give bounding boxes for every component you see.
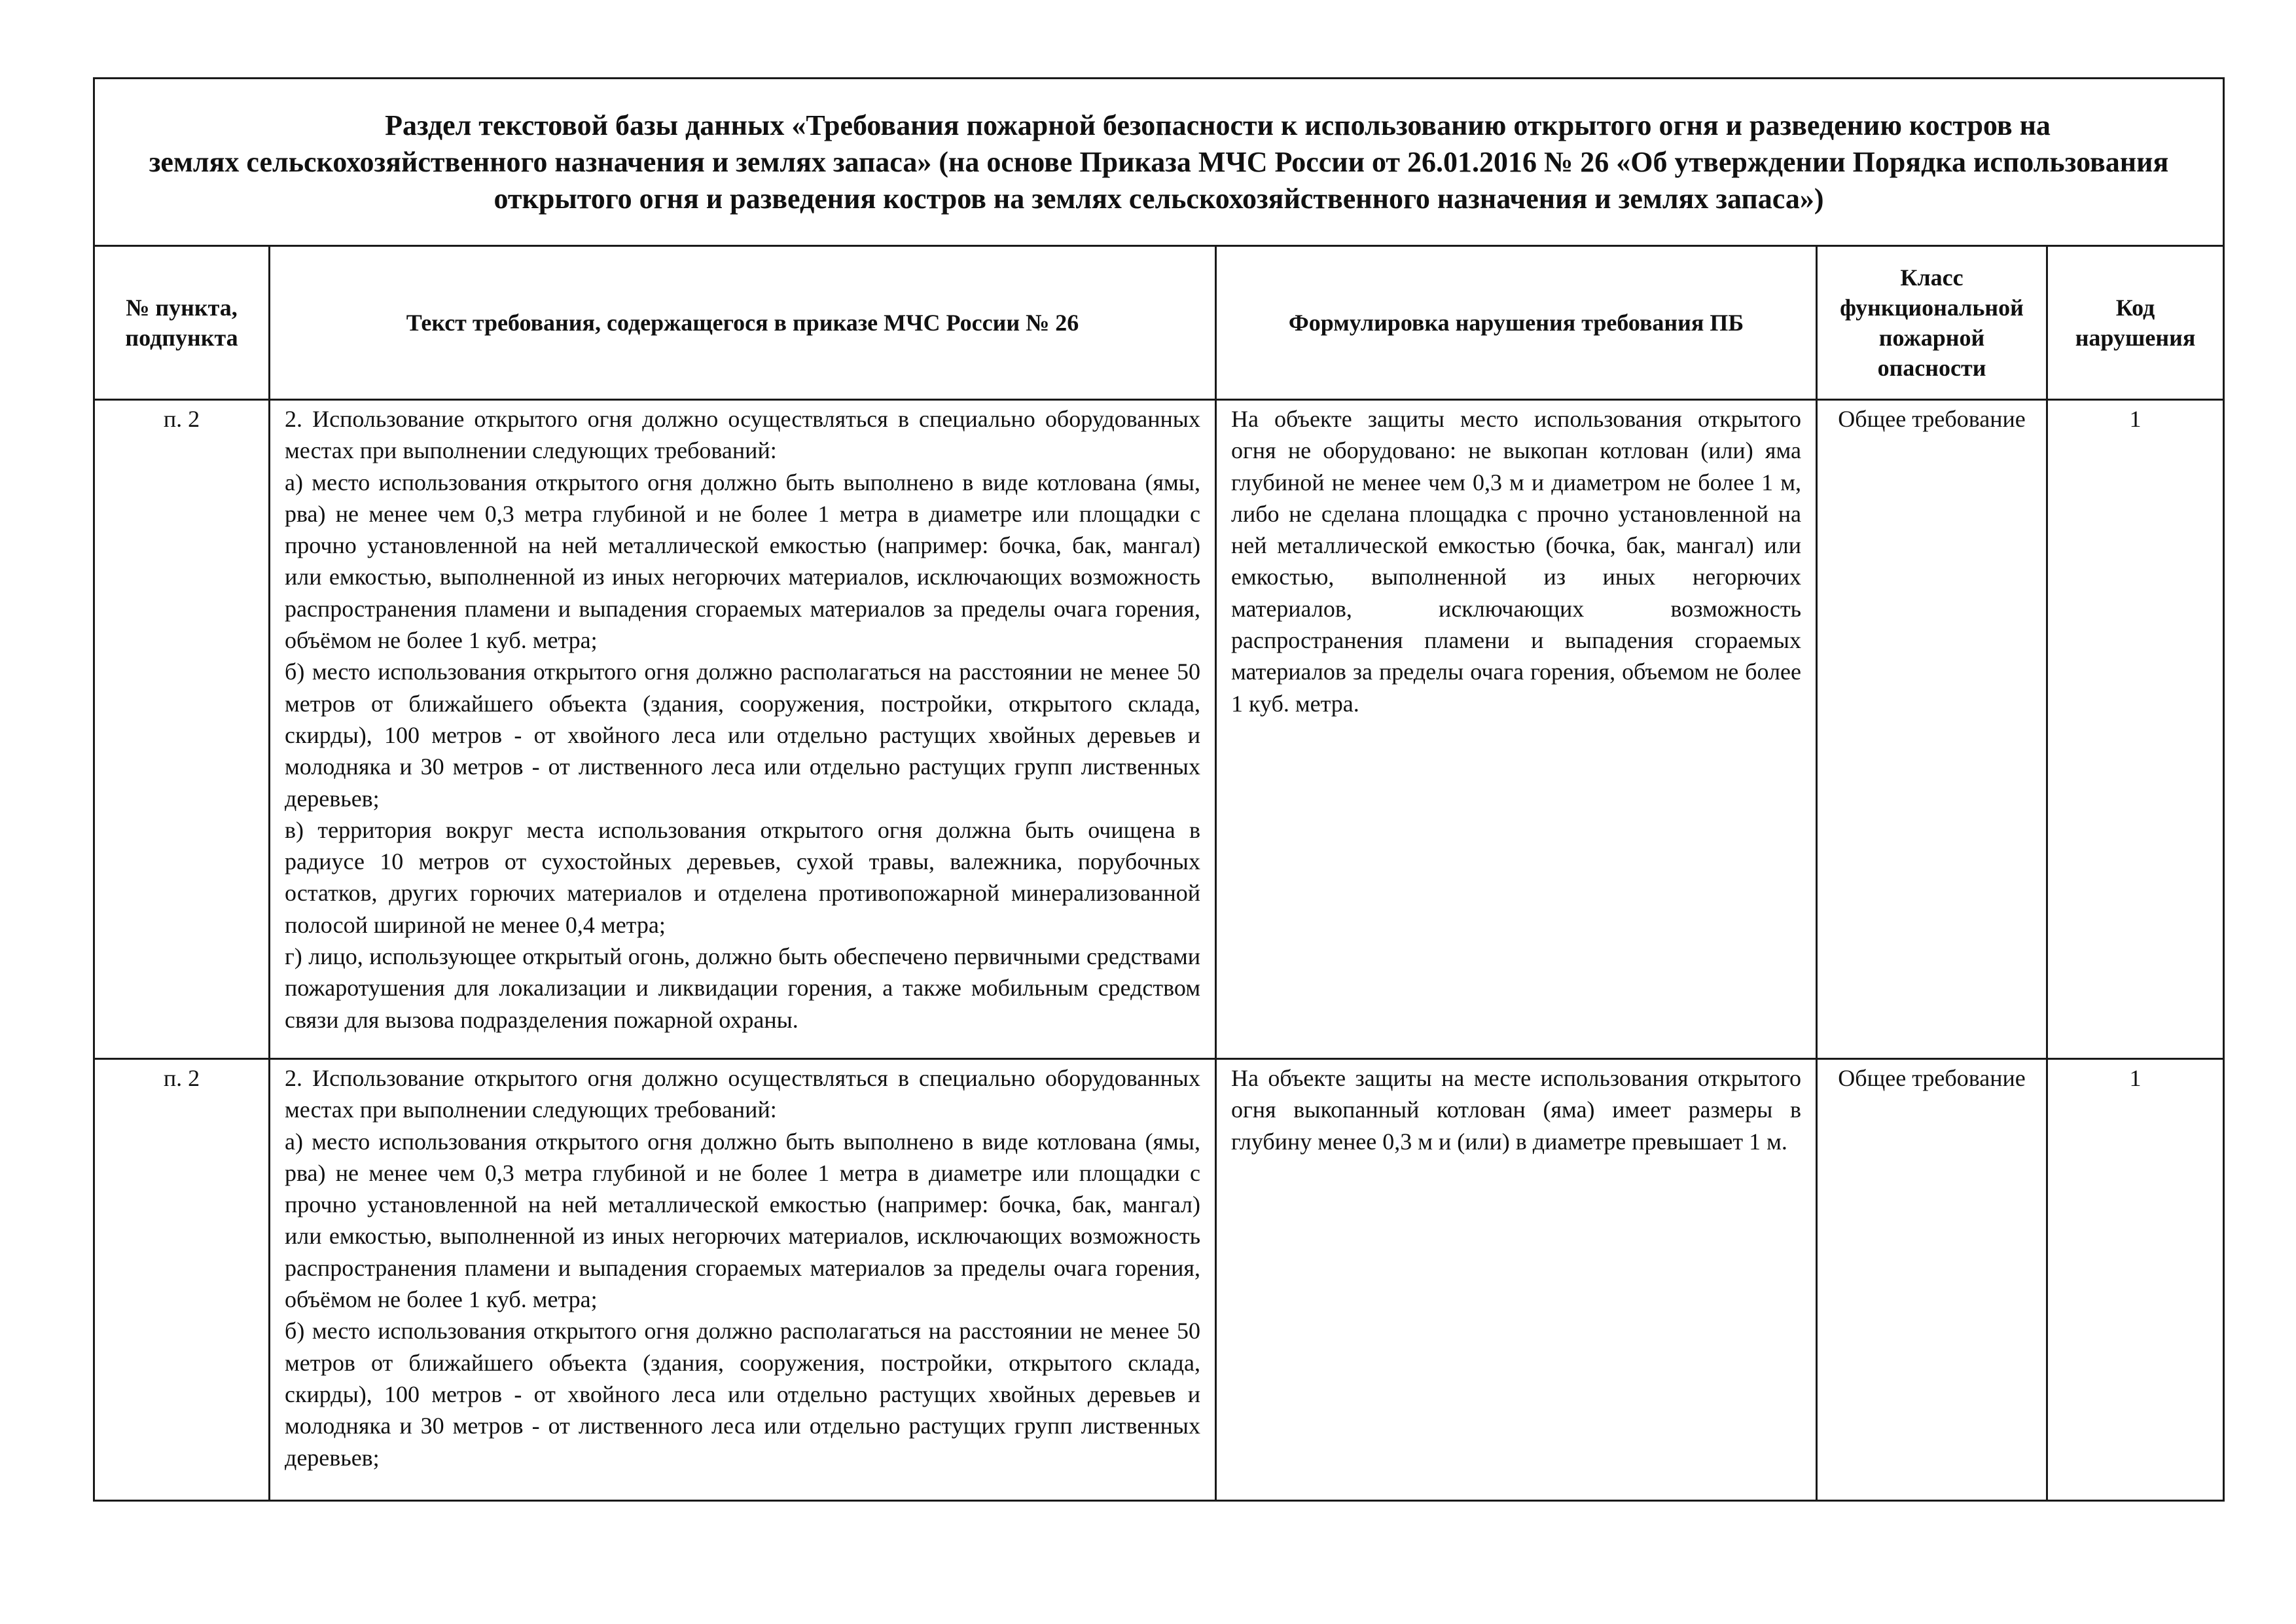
requirement-paragraph: 2. Использование открытого огня должно осуществляться в специально оборудованных местах при выполнении следующих требований: bbox=[285, 1065, 1200, 1123]
requirement-paragraph: б) место использования открытого огня должно располагаться на расстоянии не менее 50 метров от ближайшего объекта (здания, сооружения, постройки, открытого склада, скирды), 100 метров - от хвойного леса или отдельно растущих хвойных деревьев и молодняка и 30 метров - от лиственного леса или отдельно растущих групп лиственных деревьев; bbox=[285, 1318, 1200, 1471]
violation-code: 1 bbox=[2047, 1059, 2224, 1501]
violation-code: 1 bbox=[2047, 400, 2224, 1059]
table-row bbox=[94, 400, 2224, 1059]
requirement-paragraph: 2. Использование открытого огня должно осуществляться в специально оборудованных местах при выполнении следующих требований: bbox=[285, 406, 1200, 464]
document-title bbox=[94, 79, 2224, 246]
header-code: Код нарушения bbox=[2047, 246, 2224, 400]
table-row bbox=[94, 1059, 2224, 1501]
violation-paragraph: На объекте защиты место использования открытого огня не оборудовано: не выкопан котлован (или) яма глубиной не менее чем 0,3 м и диаметром не более 1 м, либо не сделана площадка с прочно установленной на ней металлической емкостью (бочка, бак, мангал) или емкостью, выполненной из иных негорючих материалов, исключающих возможность распространения пламени и выпадения сгораемых материалов за пределы очага горения, объемом не более 1 куб. метра. bbox=[1231, 406, 1801, 717]
requirements-table bbox=[93, 77, 2225, 1502]
header-violation: Формулировка нарушения требования ПБ bbox=[1216, 246, 1817, 400]
requirement-text bbox=[270, 400, 1216, 1059]
document-title-line1: Раздел текстовой базы данных «Требования пожарной безопасности к использованию открытого огня и разведению костров на bbox=[385, 109, 2051, 141]
row-number: п. 2 bbox=[94, 1059, 270, 1501]
header-class: Класс функциональной пожарной опасности bbox=[1817, 246, 2047, 400]
header-number: № пункта, подпункта bbox=[94, 246, 270, 400]
violation-paragraph: На объекте защиты на месте использования открытого огня выкопанный котлован (яма) имеет размеры в глубину менее 0,3 м и (или) в диаметре превышает 1 м. bbox=[1231, 1065, 1801, 1155]
requirement-text bbox=[270, 1059, 1216, 1501]
header-requirement: Текст требования, содержащегося в приказе МЧС России № 26 bbox=[270, 246, 1216, 400]
hazard-class: Общее требование bbox=[1817, 400, 2047, 1059]
violation-text bbox=[1216, 1059, 1817, 1501]
requirement-paragraph: а) место использования открытого огня должно быть выполнено в виде котлована (ямы, рва) не менее чем 0,3 метра глубиной и не более 1 метра в диаметре или площадки с прочно установленной на ней металлической емкостью (например: бочка, бак, мангал) или емкостью, выполненной из иных негорючих материалов, исключающих возможность распространения пламени и выпадения сгораемых материалов за пределы очага горения, объёмом не более 1 куб. метра; bbox=[285, 1128, 1200, 1313]
header-row bbox=[94, 246, 2224, 400]
document-title-rest: землях сельскохозяйственного назначения и землях запаса» (на основе Приказа МЧС России от 26.01.2016 № 26 «Об утверждении Порядка использования открытого огня и разведения костров на землях сельскохозяйственного назначения и землях запаса») bbox=[149, 145, 2169, 215]
requirement-paragraph: б) место использования открытого огня должно располагаться на расстоянии не менее 50 метров от ближайшего объекта (здания, сооружения, постройки, открытого склада, скирды), 100 метров - от хвойного леса или отдельно растущих хвойных деревьев и молодняка и 30 метров - от лиственного леса или отдельно растущих групп лиственных деревьев; bbox=[285, 659, 1200, 812]
requirement-paragraph: в) территория вокруг места использования открытого огня должна быть очищена в радиусе 10 метров от сухостойных деревьев, сухой травы, валежника, порубочных остатков, других горючих материалов и отделена противопожарной минерализованной полосой шириной не менее 0,4 метра; bbox=[285, 816, 1200, 938]
requirement-paragraph: г) лицо, использующее открытый огонь, должно быть обеспечено первичными средствами пожаротушения для локализации и ликвидации горения, а также мобильным средством связи для вызова подразделения пожарной охраны. bbox=[285, 943, 1200, 1033]
row-number: п. 2 bbox=[94, 400, 270, 1059]
title-row bbox=[94, 79, 2224, 246]
hazard-class: Общее требование bbox=[1817, 1059, 2047, 1501]
violation-text bbox=[1216, 400, 1817, 1059]
requirement-paragraph: а) место использования открытого огня должно быть выполнено в виде котлована (ямы, рва) не менее чем 0,3 метра глубиной и не более 1 метра в диаметре или площадки с прочно установленной на ней металлической емкостью (например: бочка, бак, мангал) или емкостью, выполненной из иных негорючих материалов, исключающих возможность распространения пламени и выпадения сгораемых материалов за пределы очага горения, объёмом не более 1 куб. метра; bbox=[285, 469, 1200, 654]
